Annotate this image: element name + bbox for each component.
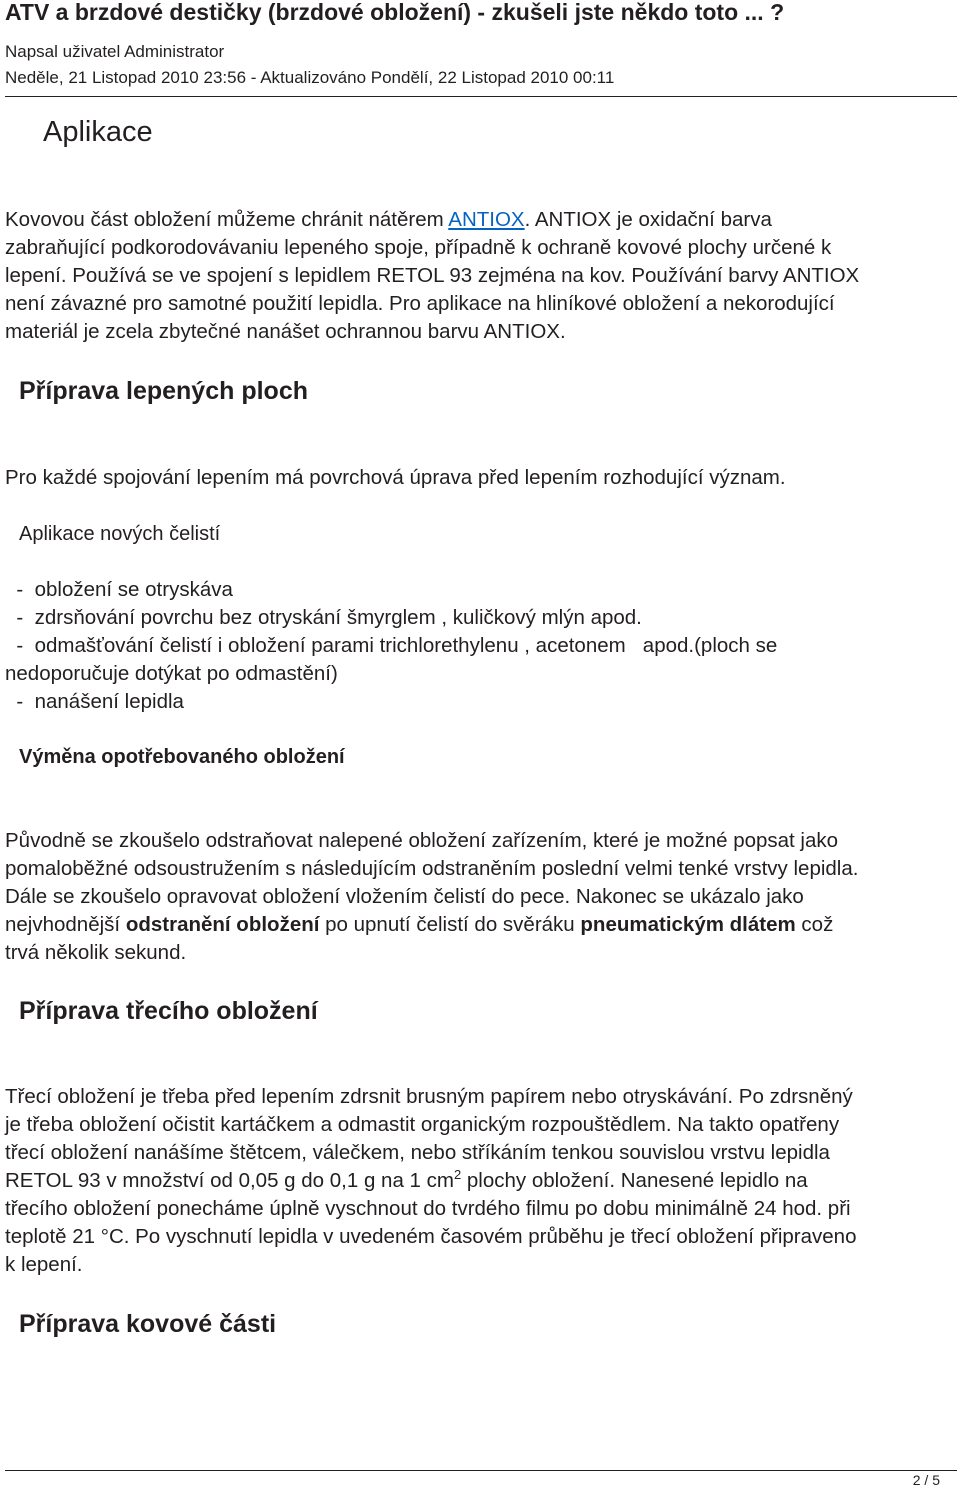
date-line: Neděle, 21 Listopad 2010 23:56 - Aktualizováno Pondělí, 22 Listopad 2010 00:11 — [5, 68, 615, 87]
section-heading-surface-prep: Příprava lepených ploch — [19, 377, 308, 405]
paragraph-line: pomaloběžné odsoustružením s následujícím odstraněním poslední velmi tenké vrstvy lepidla. — [5, 857, 859, 880]
section-heading-friction-prep: Příprava třecího obložení — [19, 997, 318, 1025]
list-item: - nanášení lepidla — [5, 690, 184, 713]
section-heading-metal-prep: Příprava kovové části — [19, 1310, 277, 1338]
intro-paragraph — [5, 206, 955, 346]
paragraph-line: trvá několik sekund. — [5, 941, 187, 964]
paragraph-line: k lepení. — [5, 1253, 83, 1276]
superscript: 2 — [453, 1167, 462, 1182]
friction-prep-paragraph — [5, 1083, 955, 1279]
text-run: po upnutí čelistí do svěráku — [319, 913, 581, 936]
paragraph-line: Původně se zkoušelo odstraňovat nalepené obložení zařízením, které je možné popsat jako — [5, 829, 839, 852]
paragraph-line: třecí obložení nanášíme štětcem, válečkem, nebo stříkáním tenkou souvislou vrstvu lepidla — [5, 1141, 830, 1164]
antiox-link[interactable]: ANTIOX — [448, 208, 525, 231]
intro-line: zabraňující podkorodovávaniu lepeného spoje, případně k ochraně kovové plochy určené k — [5, 236, 832, 259]
article-heading: Aplikace — [43, 116, 153, 148]
list-item: - odmašťování čelistí i obložení parami trichlorethylenu , acetonem apod.(ploch se — [5, 634, 778, 657]
list-item: - zdrsňování povrchu bez otryskání šmyrglem , kuličkový mlýn apod. — [5, 606, 642, 629]
paragraph-line: je třeba obložení očistit kartáčkem a odmastit organickým rozpouštědlem. Na takto opatřeny — [5, 1113, 840, 1136]
paragraph-line — [5, 911, 955, 939]
section-heading-new-jaws: Aplikace nových čelistí — [19, 523, 221, 545]
new-jaws-list — [5, 576, 955, 716]
paragraph-line: Dále se zkoušelo opravovat obložení vložením čelistí do pece. Nakonec se ukázalo jako — [5, 885, 804, 908]
text-run: RETOL 93 v množství od 0,05 g do 0,1 g na 1 cm — [5, 1169, 454, 1192]
paragraph-line: teplotě 21 °C. Po vyschnutí lepidla v uvedeném časovém průběhu je třecí obložení připraveno — [5, 1225, 857, 1248]
paragraph-line: Třecí obložení je třeba před lepením zdrsnit brusným papírem nebo otryskávání. Po zdrsněný — [5, 1085, 853, 1108]
document-title: ATV a brzdové destičky (brzdové obložení) - zkušeli jste někdo toto ... ? — [5, 0, 785, 25]
intro-line: materiál je zcela zbytečné nanášet ochrannou barvu ANTIOX. — [5, 320, 566, 343]
replacement-paragraph — [5, 827, 955, 967]
bold-run: odstranění obložení — [125, 913, 320, 936]
header-divider — [5, 96, 957, 97]
surface-prep-paragraph — [5, 464, 955, 492]
text-run: Kovovou část obložení můžeme chránit nátěrem — [5, 208, 449, 231]
intro-line: není závazné pro samotné použití lepidla. Pro aplikace na hliníkové obložení a nekorodující — [5, 292, 835, 315]
list-item-continued: nedoporučuje dotýkat po odmastění) — [5, 662, 338, 685]
paragraph-line: třecího obložení ponecháme úplně vyschnout do tvrdého filmu po dobu minimálně 24 hod. při — [5, 1197, 851, 1220]
paragraph-line: Pro každé spojování lepením má povrchová úprava před lepením rozhodující význam. — [5, 466, 786, 489]
list-item: - obložení se otryskáva — [5, 578, 233, 601]
text-run: nejvhodnější — [5, 913, 126, 936]
footer-divider — [5, 1470, 957, 1471]
section-heading-replacement: Výměna opotřebovaného obložení — [19, 746, 345, 768]
paragraph-line — [5, 1167, 955, 1195]
text-run: což — [795, 913, 834, 936]
intro-line — [5, 206, 955, 234]
text-run: plochy obložení. Nanesené lepidlo na — [461, 1169, 808, 1192]
bold-run: pneumatickým dlátem — [580, 913, 796, 936]
author-line: Napsal uživatel Administrator — [5, 42, 225, 61]
text-run: . ANTIOX je oxidační barva — [524, 208, 772, 231]
intro-line: lepení. Používá se ve spojení s lepidlem RETOL 93 zejména na kov. Používání barvy ANTIOX — [5, 264, 860, 287]
page-number: 2 / 5 — [912, 1472, 940, 1488]
